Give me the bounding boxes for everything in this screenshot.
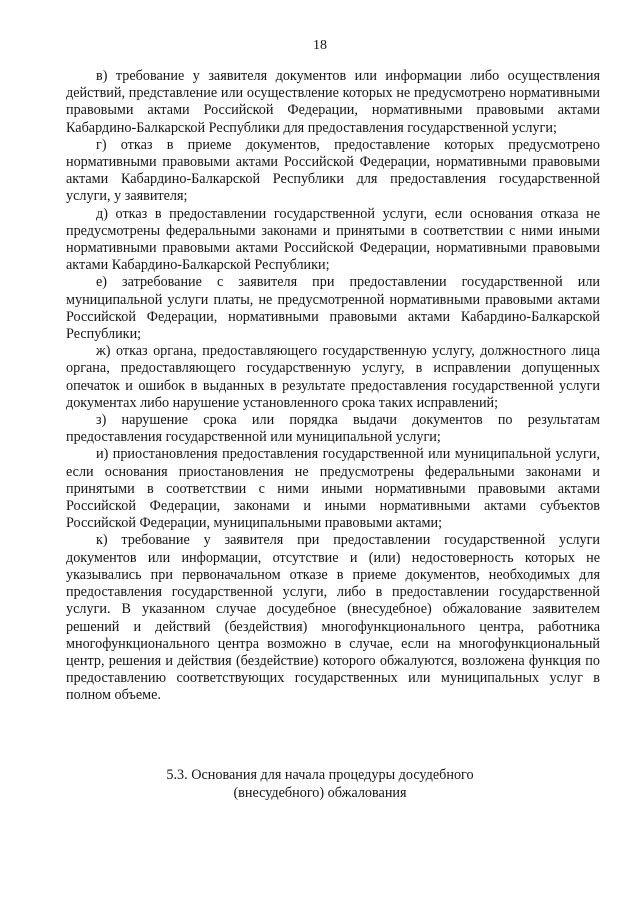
paragraph-z: з) нарушение срока или порядка выдачи документов по результатам предоставления государственной или муниципальной услуги; (66, 412, 600, 446)
paragraph-g: г) отказ в приеме документов, предоставление которых предусмотрено нормативными правовыми актами Российской Федерации, нормативными правовыми актами Кабардино-Балкарской Республики для предоставления государственной услуги, у заявителя; (66, 136, 600, 205)
paragraph-e: е) затребование с заявителя при предоставлении государственной или муниципальной услуги платы, не предусмотренной нормативными правовыми актами Российской Федерации, нормативными правовыми актами Кабардино-Балкарской Республики; (66, 274, 600, 343)
paragraph-k: к) требование у заявителя при предоставлении государственной услуги документов или информации, отсутствие и (или) недостоверность которых не указывались при первоначальном отказе в приеме документов, необходимых для предоставления государственной услуги, либо в предоставлении государственной услуги. В указанном случае досудебное (внесудебное) обжалование заявителем решений и действий (бездействия) многофункционального центра, работника многофункционального центра возможно в случае, если на многофункциональный центр, решения и действия (бездействие) которого обжалуются, возложена функция по предоставлению соответствующих государственных или муниципальных услуг в полном объеме. (66, 532, 600, 704)
paragraph-zh: ж) отказ органа, предоставляющего государственную услугу, должностного лица органа, предоставляющего государственную услугу, в исправлении допущенных опечаток и ошибок в выданных в результате предоставления государственной услуги документах либо нарушение установленного срока таких исправлений; (66, 343, 600, 411)
paragraph-d: д) отказ в предоставлении государственной услуги, если основания отказа не предусмотрены федеральными законами и принятыми в соответствии с ними иными нормативными правовыми актами Российской Федерации, нормативными правовыми актами Кабардино-Балкарской Республики; (66, 205, 600, 274)
body-text (66, 68, 600, 705)
section-heading-line-1: 5.3. Основания для начала процедуры досудебного (166, 767, 474, 783)
page-number: 18 (313, 38, 327, 53)
section-heading (0, 766, 640, 802)
section-heading-line-2: (внесудебного) обжалования (233, 785, 407, 801)
paragraph-v: в) требование у заявителя документов или информации либо осуществления действий, представление или осуществление которых не предусмотрено нормативными правовыми актами Российской Федерации, нормативными правовыми актами Кабардино-Балкарской Республики для предоставления государственной услуги; (66, 68, 600, 136)
paragraph-i: и) приостановления предоставления государственной или муниципальной услуги, если основания приостановления не предусмотрены федеральными законами и принятыми в соответствии с ними иными нормативными правовыми актами Российской Федерации, законами и иными нормативными актами субъектов Российской Федерации, муниципальными правовыми актами; (66, 446, 600, 532)
